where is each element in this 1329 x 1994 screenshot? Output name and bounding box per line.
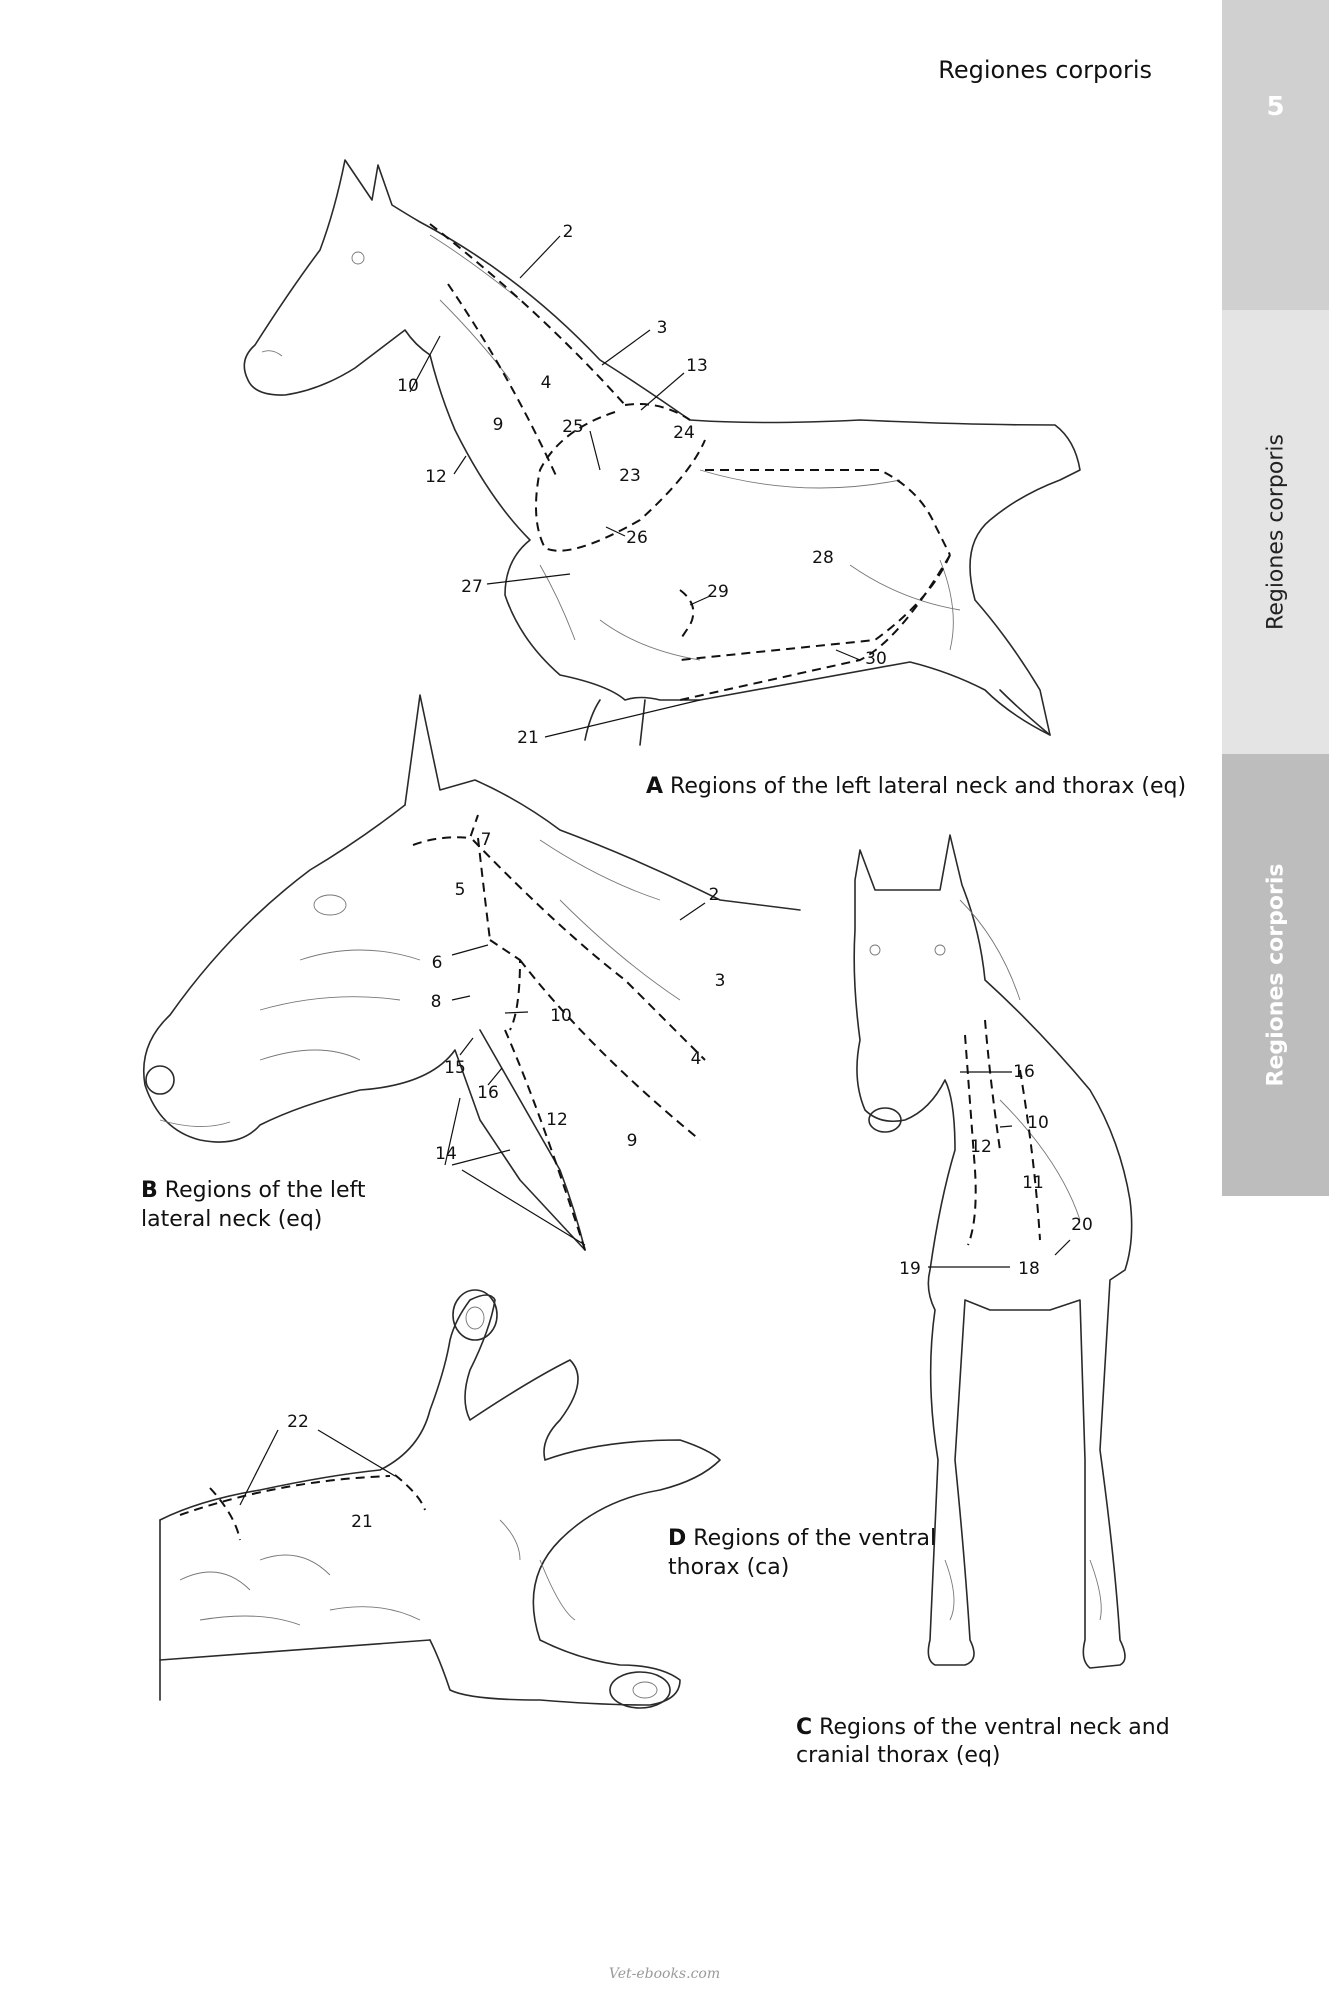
label-a-13: 13 [686, 356, 708, 376]
label-a-4: 4 [540, 373, 552, 393]
figure-b-caption-line-2: lateral neck (eq) [141, 1207, 323, 1232]
label-b-12: 12 [546, 1110, 568, 1130]
label-a-30: 30 [865, 649, 887, 669]
label-b-2: 2 [708, 885, 720, 905]
figure-d-caption-text-1: Regions of the ventral [693, 1526, 937, 1551]
figure-d-region-lines [180, 1475, 425, 1540]
tab-page-number [1222, 0, 1329, 310]
figure-c-key: C [796, 1715, 813, 1740]
label-b-7: 7 [480, 830, 492, 850]
label-b-4: 4 [690, 1049, 702, 1069]
label-c-11: 11 [1022, 1173, 1044, 1193]
figure-c-caption-line-1 [796, 1715, 1170, 1740]
label-c-16: 16 [1013, 1062, 1035, 1082]
label-b-14: 14 [435, 1144, 457, 1164]
tab-chapter-label: Regiones corporis [1263, 434, 1288, 630]
figure-a-labels [397, 222, 887, 748]
label-a-12: 12 [425, 467, 447, 487]
label-d-22: 22 [287, 1412, 309, 1432]
figure-c-caption-line-2: cranial thorax (eq) [796, 1743, 1001, 1768]
label-d-21: 21 [351, 1512, 373, 1532]
label-b-10: 10 [550, 1006, 572, 1026]
figure-b-labels [431, 830, 726, 1164]
label-c-12: 12 [970, 1137, 992, 1157]
label-a-21: 21 [517, 728, 539, 748]
label-b-8: 8 [430, 992, 442, 1012]
figure-c-caption-text-1: Regions of the ventral neck and [819, 1715, 1170, 1740]
figure-d-drawing [160, 1290, 720, 1708]
page-running-title: Regiones corporis [938, 56, 1152, 84]
figure-a-caption [646, 774, 1186, 799]
label-b-16: 16 [477, 1083, 499, 1103]
label-a-24: 24 [673, 423, 695, 443]
label-a-28: 28 [812, 548, 834, 568]
figure-b-caption-line-1 [141, 1178, 366, 1203]
figure-d-caption-line-2: thorax (ca) [668, 1555, 790, 1580]
figure-a-drawing [244, 160, 1080, 745]
figure-b-leader-lines [445, 903, 705, 1245]
label-a-2: 2 [562, 222, 574, 242]
label-a-10: 10 [397, 376, 419, 396]
figure-a-horse-lateral [244, 160, 1186, 799]
figure-b-key: B [141, 1178, 158, 1203]
label-b-3: 3 [714, 971, 726, 991]
label-c-19: 19 [899, 1259, 921, 1279]
figure-c-horse-frontal [796, 835, 1170, 1768]
label-b-9: 9 [626, 1131, 638, 1151]
label-b-5: 5 [454, 880, 466, 900]
figure-a-caption-text: Regions of the left lateral neck and thorax (eq) [670, 774, 1187, 799]
tab-section-active[interactable] [1222, 754, 1329, 1196]
label-a-29: 29 [707, 582, 729, 602]
label-a-25: 25 [562, 417, 584, 437]
label-c-18: 18 [1018, 1259, 1040, 1279]
label-a-26: 26 [626, 528, 648, 548]
label-a-3: 3 [656, 318, 668, 338]
label-c-20: 20 [1071, 1215, 1093, 1235]
label-a-27: 27 [461, 577, 483, 597]
label-a-23: 23 [619, 466, 641, 486]
footer-watermark: Vet-ebooks.com [608, 1966, 721, 1982]
tab-chapter[interactable] [1222, 310, 1329, 754]
label-a-9: 9 [492, 415, 504, 435]
label-c-10: 10 [1027, 1113, 1049, 1133]
figure-d-leader-lines [240, 1430, 395, 1505]
figure-d-dog-ventral [160, 1290, 936, 1708]
figure-d-key: D [668, 1526, 687, 1551]
figure-a-key: A [646, 774, 664, 799]
figure-d-caption-line-1 [668, 1526, 936, 1551]
label-b-6: 6 [431, 953, 443, 973]
page-number: 5 [1266, 92, 1285, 122]
figure-a-leader-lines [410, 236, 860, 737]
label-b-15: 15 [444, 1058, 466, 1078]
figure-a-region-lines [430, 224, 950, 700]
figure-b-caption-text-1: Regions of the left [164, 1178, 366, 1203]
tab-section-label: Regiones corporis [1263, 863, 1288, 1087]
